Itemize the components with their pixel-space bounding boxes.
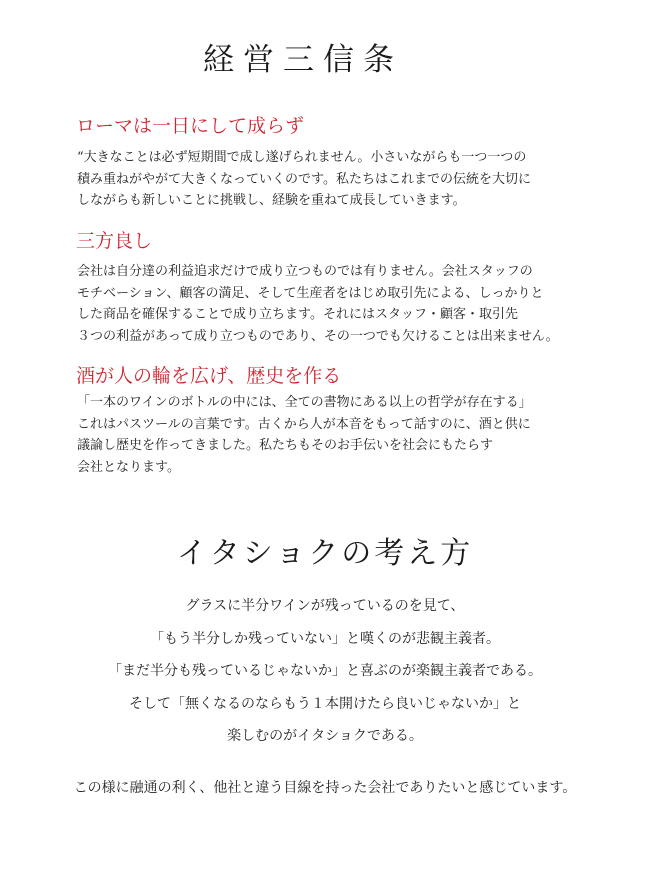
section-body-sanpo-yoshi [77,261,577,347]
text-line: そして「無くなるのならもう１本開けたら良いじゃないか」と [129,695,521,712]
text-line: モチベーション、顧客の満足、そして生産者をはじめ取引先による、しっかりと [77,285,544,301]
text-line: した商品を確保することで成り立ちます。それにはスタッフ・顧客・取引先 [77,307,518,322]
text-line: 楽しむのがイタショクである。 [227,728,423,744]
text-line: グラスに半分ワインが残っているのを見て、 [185,598,465,614]
text-line: 「一本のワインのボトルの中には、全ての書物にある以上の哲学が存在する」 [77,395,532,410]
philosophy-body [0,590,650,753]
section-body-sake-history [77,392,577,478]
text-line: 「まだ半分も残っているじゃないか」と喜ぶのが楽観主義者である。 [108,663,542,679]
section-heading-sake-history: 酒が人の輪を広げ、歴史を作る [76,365,342,387]
text-line: “大きなことは必ず短期間で成し遂げられません。小さいながらも一つ一つの [77,150,527,165]
text-line: 会社となります。 [77,459,180,475]
text-line: しながらも新しいことに挑戦し、経験を重ねて成長していきます。 [77,193,466,208]
text-line: 会社は自分達の利益追求だけで成り立つものでは有りません。会社スタッフの [77,264,533,279]
section-heading-sanpo-yoshi: 三方良し [76,230,153,252]
section-body-rome [77,147,577,212]
text-line: ３つの利益があって成り立つものであり、その一つでも欠けることは出来ません。 [77,328,559,344]
page-title: 経営三信条 [203,42,403,78]
philosophy-title: イタショクの考え方 [176,536,474,571]
text-line: 「もう半分しか残っていない」と嘆くのが悲観主義者。 [150,630,500,647]
text-line: 議論し歴史を作ってきました。私たちもそのお手伝いを社会にもたらす [77,438,494,453]
text-line: 積み重ねがやがて大きくなっていくのです。私たちはこれまでの伝統を大切に [77,171,531,187]
text-line: これはパスツールの言葉です。古くから人が本音をもって話すのに、酒と供に [77,416,531,432]
section-heading-rome: ローマは一日にして成らず [76,115,305,137]
closing-statement: この様に融通の利く、他社と違う目線を持った会社でありたいと感じています。 [73,780,577,796]
